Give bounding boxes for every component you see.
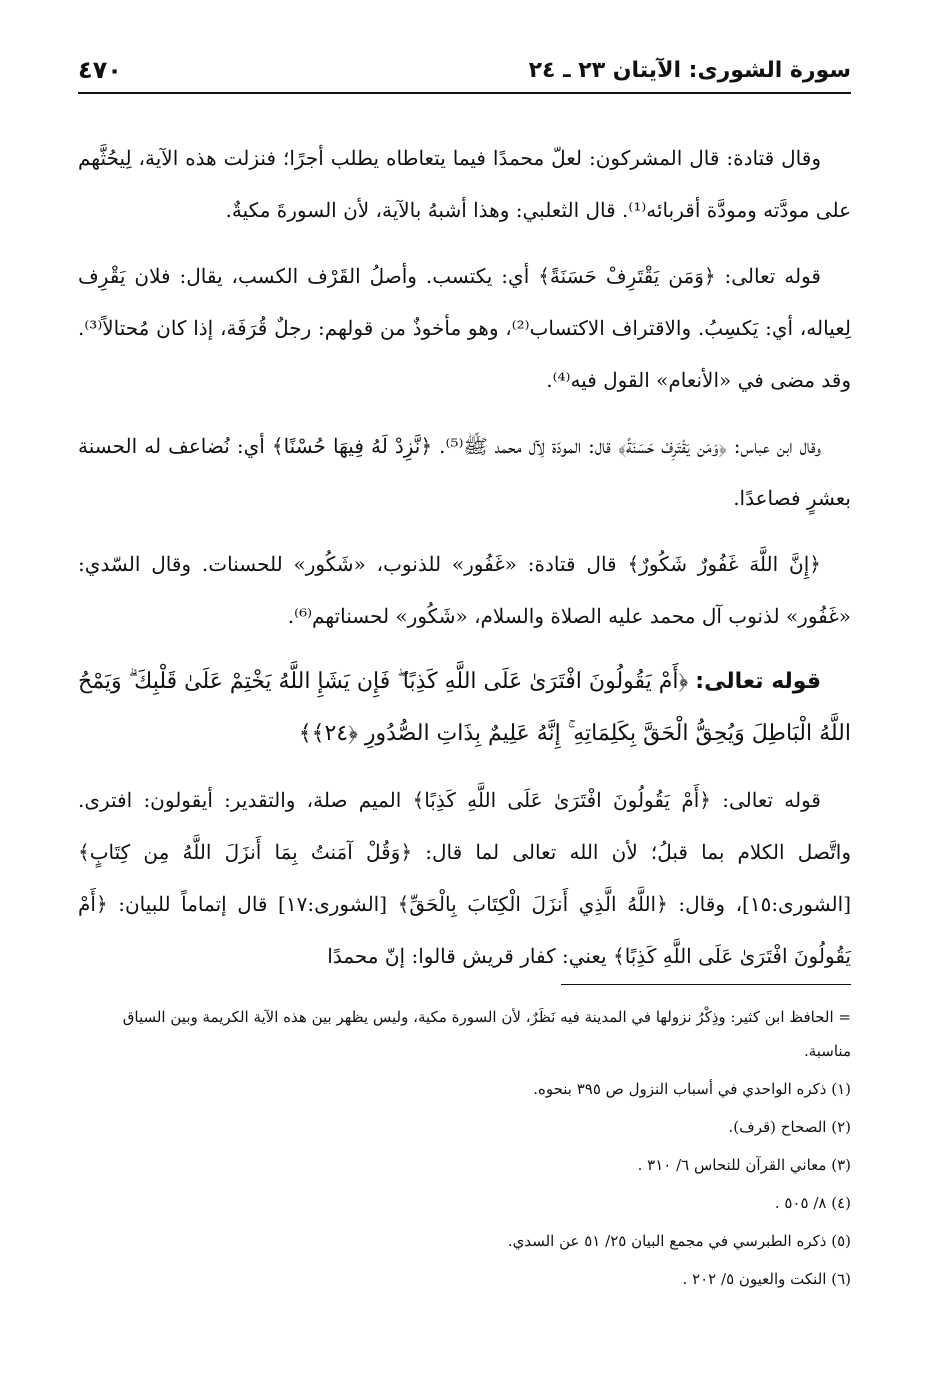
verse-label: قوله تعالى: bbox=[695, 669, 822, 694]
paragraph-tafsir: قوله تعالى: ﴿أَمْ يَقُولُونَ افْتَرَىٰ عَلَى اللَّهِ كَذِبًا﴾ الميم صلة، والتقدير: أيقولون: افترى. واتَّصل الكلام بما قبلُ؛ لأن الله تعالى لما قال: ﴿وَقُلْ آمَنتُ بِمَا أَنزَلَ اللَّهُ مِن كِتَابٍ﴾ [الشورى:١٥]، وقال: ﴿اللَّهُ الَّذِي أَنزَلَ الْكِتَابَ بِالْحَقِّ﴾ [الشورى:١٧] قال إتماماً للبيان: ﴿أَمْ يَقُولُونَ افْتَرَىٰ عَلَى اللَّهِ كَذِبًا﴾ يعني: كفار قريش قالوا: إنّ محمدًا bbox=[78, 788, 851, 968]
footnote-divider bbox=[561, 984, 851, 985]
footnote-6: (٦) النكت والعيون ٥/ ٢٠٢ . bbox=[682, 1270, 851, 1288]
footnotes bbox=[78, 1000, 851, 1300]
verse-block bbox=[78, 656, 851, 760]
page-number: ٤٧٠ bbox=[78, 56, 122, 84]
footnote-3: (٣) معاني القرآن للنحاس ٦/ ٣١٠ . bbox=[637, 1156, 851, 1174]
paragraph-qatada: وقال قتادة: قال المشركون: لعلّ محمدًا فيما يتعاطاه يطلب أجرًا؛ فنزلت هذه الآية، لِيحُثَّهم على مودَّته ومودَّة أقربائه⁽¹⁾. قال الثعلبي: وهذا أشبهُ بالآية، لأن السورةَ مكيةٌ. bbox=[78, 146, 851, 222]
footnote-continuation: = الحافظ ابن كثير: وذِكْرُ نزولها في المدينة فيه نَظَرٌ، لأن السورة مكية، وليس يظهر بين هذه الآية الكريمة وبين السياق مناسبة. bbox=[122, 1008, 851, 1060]
page-header bbox=[78, 52, 851, 94]
footnote-4: (٤) ٨/ ٥٠٥ . bbox=[774, 1194, 851, 1212]
footnote-5: (٥) ذكره الطبرسي في مجمع البيان ٢٥/ ٥١ عن السدي. bbox=[507, 1232, 851, 1250]
footnote-1: (١) ذكره الواحدي في أسباب النزول ص ٣٩٥ بنحوه. bbox=[533, 1080, 851, 1098]
verse-text: ﴿أَمْ يَقُولُونَ افْتَرَىٰ عَلَى اللَّهِ كَذِبًا ۖ فَإِن يَشَإِ اللَّهُ يَخْتِمْ عَلَىٰ قَلْبِكَ ۗ وَيَمْحُ اللَّهُ الْبَاطِلَ وَيُحِقُّ الْحَقَّ بِكَلِمَاتِهِ ۚ إِنَّهُ عَلِيمٌ بِذَاتِ الصُّدُورِ ﴿٢٤﴾﴾ bbox=[78, 669, 851, 746]
running-title: سورة الشورى: الآيتان ٢٣ ـ ٢٤ bbox=[528, 58, 851, 83]
footnote-2: (٢) الصحاح (قرف). bbox=[728, 1118, 851, 1136]
paragraph-ibn-abbas: وقال ابن عباس: ﴿وَمَن يَقْتَرِفْ حَسَنَةً﴾ قال: المودّة لِآل محمد ﷺ⁽⁵⁾. ﴿نَّزِدْ لَهُ فِيهَا حُسْنًا﴾ أي: نُضاعف له الحسنة بعشرٍ فصاعدًا. bbox=[78, 434, 851, 510]
paragraph-iqtiraf: قوله تعالى: ﴿وَمَن يَقْتَرِفْ حَسَنَةً﴾ أي: يكتسب. وأصلُ القَرْف الكسب، يقال: فلان يَقْرِف لِعياله، أي: يَكسِبُ. والاقتراف الاكتساب⁽²⁾، وهو مأخوذٌ من قولهم: رجلٌ قُرَفَة، إذا كان مُحتالاً⁽³⁾. وقد مضى في «الأنعام» القول فيه⁽⁴⁾. bbox=[78, 264, 851, 392]
paragraph-ghafur-shakur: ﴿إِنَّ اللَّهَ غَفُورٌ شَكُورٌ﴾ قال قتادة: «غَفُور» للذنوب، «شَكُور» للحسنات. وقال السّدي: «غَفُور» لذنوب آل محمد عليه الصلاة والسلام، «شَكُور» لحسناتهم⁽⁶⁾. bbox=[78, 552, 851, 628]
main-text bbox=[78, 132, 851, 996]
